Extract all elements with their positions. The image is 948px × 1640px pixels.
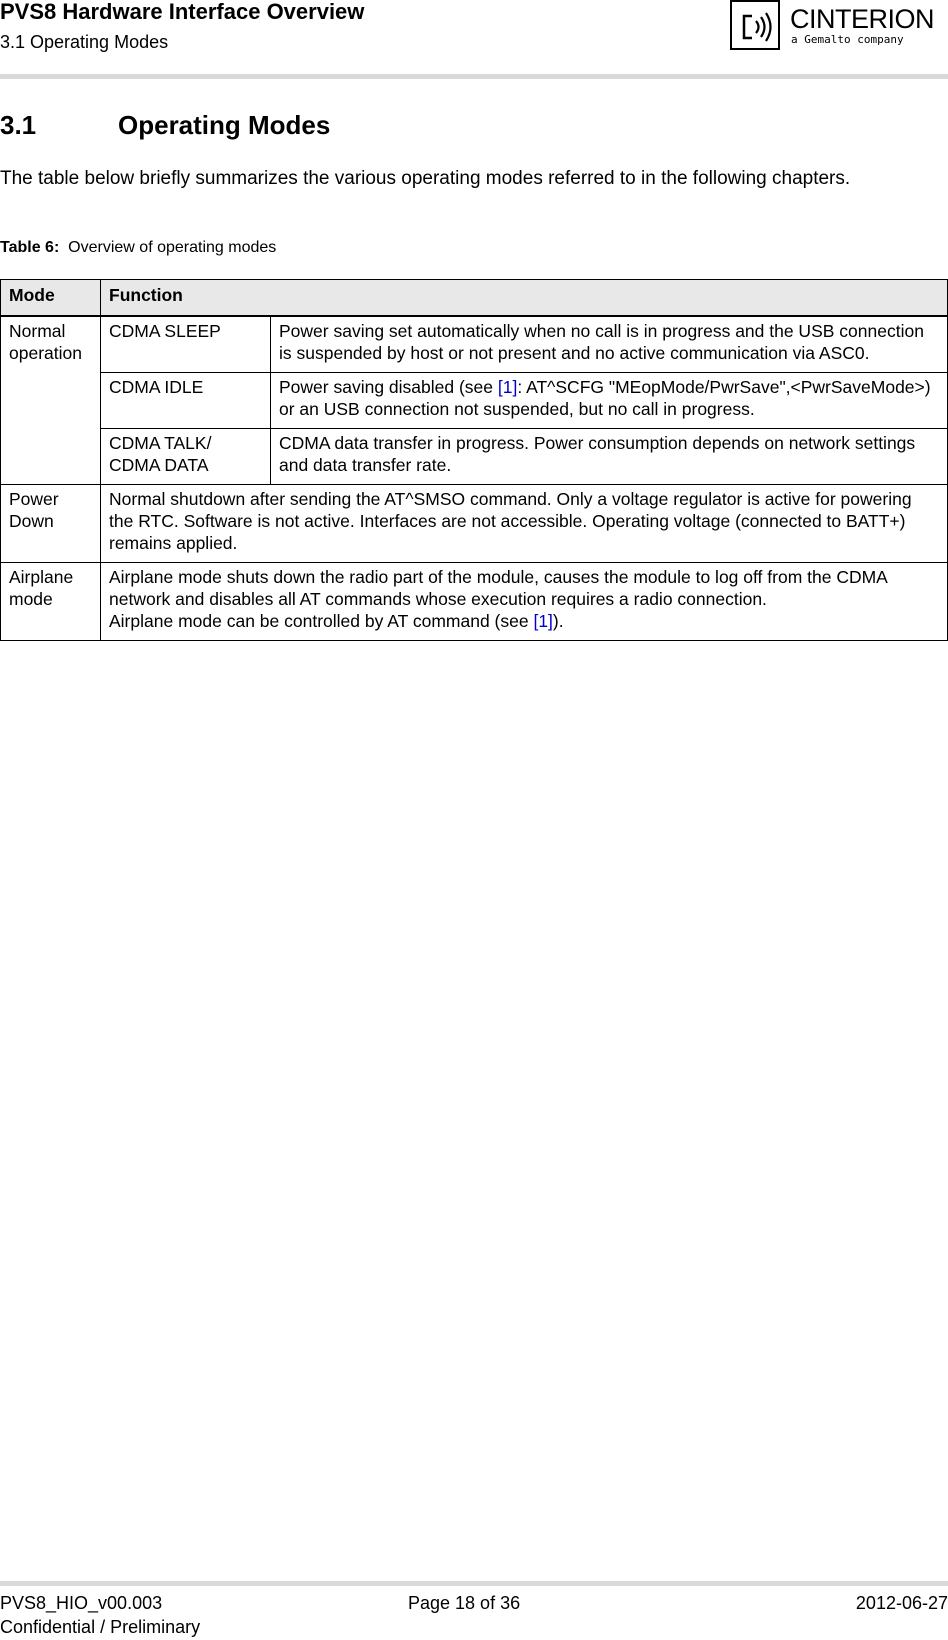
mode-cell-power-down: Power Down bbox=[1, 485, 101, 563]
table-row bbox=[1, 563, 948, 641]
cinterion-logo bbox=[730, 0, 948, 54]
table-caption bbox=[0, 238, 276, 258]
function-text: Power saving disabled (see bbox=[279, 377, 498, 397]
footer-confidential: Confidential / Preliminary bbox=[0, 1617, 201, 1637]
function-cell bbox=[101, 563, 948, 641]
footer-rule bbox=[0, 1581, 948, 1586]
footer-date: 2012-06-27 bbox=[855, 1593, 948, 1613]
table-header-row bbox=[1, 280, 948, 317]
section-heading bbox=[0, 110, 330, 140]
function-text-line2 bbox=[109, 610, 939, 632]
column-header-function: Function bbox=[101, 280, 948, 317]
table-row bbox=[1, 485, 948, 563]
header-rule bbox=[0, 74, 948, 79]
function-cell: Normal shutdown after sending the AT^SMSO command. Only a voltage regulator is active for powering the RTC. Software is not active. Interfaces are not accessible. Operating voltage (connected to BATT+) remains applied. bbox=[101, 485, 948, 563]
section-number: 3.1 bbox=[0, 110, 37, 140]
submode-cell: CDMA IDLE bbox=[101, 373, 271, 429]
mode-cell-airplane: Airplane mode bbox=[1, 563, 101, 641]
function-text: ). bbox=[552, 611, 564, 631]
function-text: Airplane mode can be controlled by AT command (see bbox=[109, 611, 534, 631]
table-caption-label: Table 6: bbox=[0, 239, 60, 256]
signal-waves-icon bbox=[731, 1, 779, 49]
column-header-mode: Mode bbox=[1, 280, 101, 317]
function-cell: Power saving set automatically when no call is in progress and the USB connection is suspended by host or not present and no active communication via ASC0. bbox=[271, 316, 948, 373]
submode-cell: CDMA SLEEP bbox=[101, 316, 271, 373]
section-heading-text: Operating Modes bbox=[118, 110, 331, 140]
reference-link[interactable]: [1] bbox=[497, 377, 518, 397]
function-cell: CDMA data transfer in progress. Power consumption depends on network settings and data transfer rate. bbox=[271, 429, 948, 485]
function-text: Airplane mode shuts down the radio part of the module, causes the module to log off from the CDMA network and disables all AT commands whose execution requires a radio connection. bbox=[109, 567, 887, 609]
table-row bbox=[1, 316, 948, 373]
intro-paragraph: The table below briefly summarizes the various operating modes referred to in the following chapters. bbox=[0, 168, 851, 189]
table-caption-text: Overview of operating modes bbox=[68, 239, 277, 256]
submode-cell: CDMA TALK/ CDMA DATA bbox=[101, 429, 271, 485]
mode-cell-normal: Normal operation bbox=[1, 316, 101, 485]
reference-link[interactable]: [1] bbox=[533, 611, 553, 631]
logo-tagline: a Gemalto company bbox=[791, 33, 904, 46]
logo-brand: CINTERION bbox=[790, 4, 934, 34]
function-text: : AT^SCFG "MEopMode/PwrSave",<PwrSaveMode>) or an USB connection not suspended, but no call in progress. bbox=[279, 377, 931, 419]
footer-document-id: PVS8_HIO_v00.003 bbox=[0, 1593, 163, 1613]
page-header bbox=[0, 0, 948, 80]
footer-page-number: Page 18 of 36 bbox=[408, 1593, 521, 1613]
document-title: PVS8 Hardware Interface Overview bbox=[0, 0, 365, 24]
table-row bbox=[1, 373, 948, 429]
operating-modes-table bbox=[0, 279, 948, 641]
function-cell bbox=[271, 373, 948, 429]
table-row bbox=[1, 429, 948, 485]
running-section-title: 3.1 Operating Modes bbox=[0, 32, 169, 52]
